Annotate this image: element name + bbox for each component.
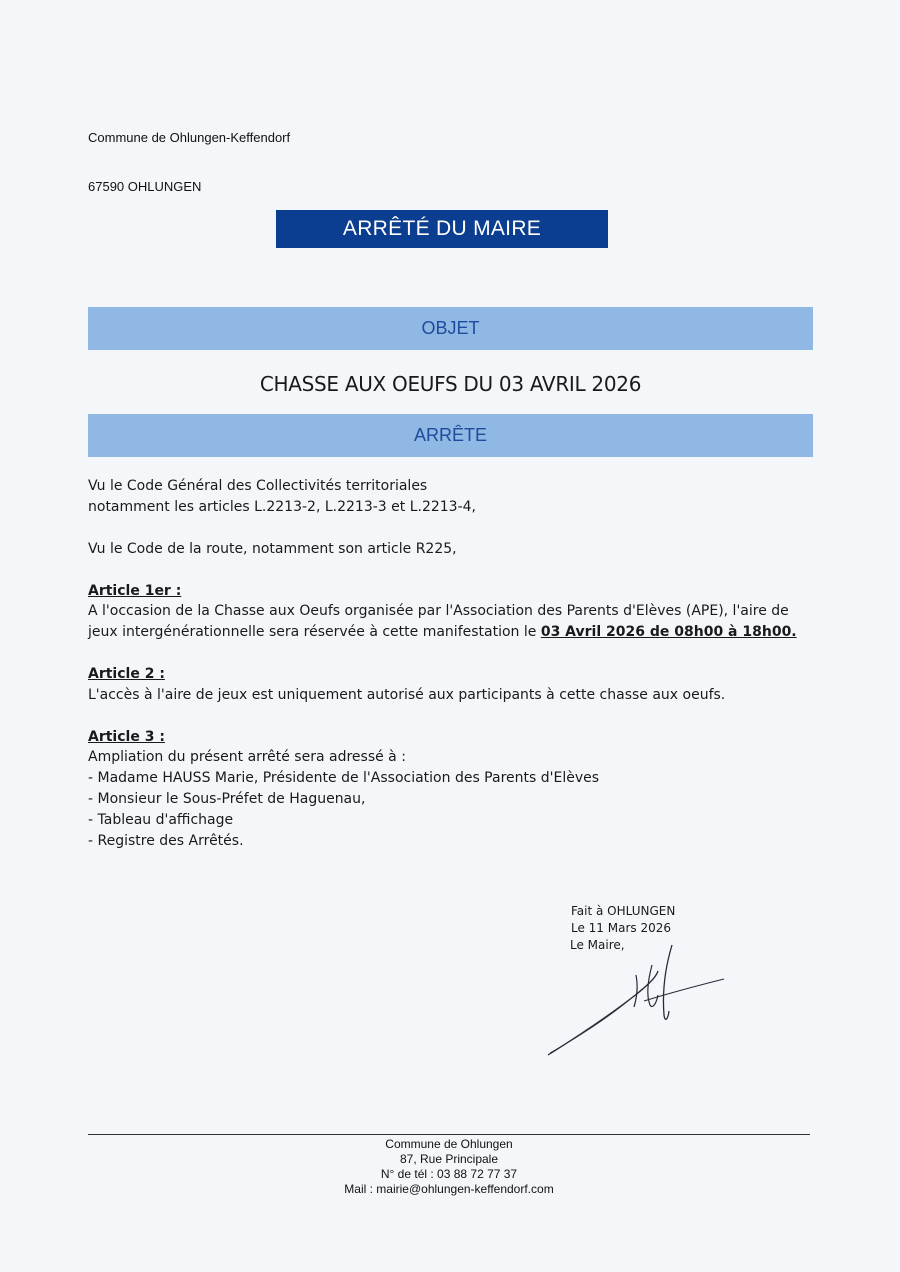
arrete-label: ARRÊTE: [413, 425, 487, 445]
footer: [88, 1137, 810, 1197]
article-1-line-2-text: jeux intergénérationnelle sera réservée à cette manifestation le: [88, 624, 541, 640]
article-1-line-1: A l'occasion de la Chasse aux Oeufs organisée par l'Association des Parents d'Elèves (APE), l'aire de: [88, 603, 789, 619]
article-2-line-1: L'accès à l'aire de jeux est uniquement autorisé aux participants à cette chasse aux oeufs.: [88, 687, 726, 703]
footer-phone: N° de tél : 03 88 72 77 37: [380, 1167, 518, 1181]
footer-address: 87, Rue Principale: [399, 1152, 499, 1166]
recipient-item: - Madame HAUSS Marie, Présidente de l'Association des Parents d'Elèves: [88, 770, 600, 786]
recipient-item: - Registre des Arrêtés.: [88, 833, 244, 849]
signature-place: Fait à OHLUNGEN: [571, 904, 676, 918]
objet-band: [88, 307, 813, 350]
signature-date: Le 11 Mars 2026: [571, 921, 672, 935]
footer-mail: Mail : mairie@ohlungen-keffendorf.com: [344, 1182, 554, 1196]
signature-role: Le Maire,: [570, 938, 625, 952]
event-date: 03 Avril 2026 de 08h00 à 18h00.: [540, 624, 797, 640]
footer-name: Commune de Ohlungen: [385, 1137, 513, 1151]
document-subject: CHASSE AUX OEUFS DU 03 AVRIL 2026: [259, 372, 642, 396]
consideration-line-2: notamment les articles L.2213-2, L.2213-3 et L.2213-4,: [88, 499, 476, 515]
article-1-line-2: [88, 622, 797, 643]
recipient-item: - Monsieur le Sous-Préfet de Haguenau,: [88, 791, 366, 807]
consideration-line-3: Vu le Code de la route, notamment son article R225,: [88, 541, 457, 557]
arrete-band: [88, 414, 813, 457]
article-3-title: Article 3 :: [88, 729, 165, 745]
footer-divider: [88, 1134, 810, 1135]
postal-address: 67590 OHLUNGEN: [88, 179, 202, 194]
commune-name: Commune de Ohlungen-Keffendorf: [88, 130, 291, 145]
handwritten-signature: [540, 935, 740, 1065]
article-2-title: Article 2 :: [88, 666, 165, 682]
objet-label: OBJET: [421, 318, 480, 338]
consideration-line-1: Vu le Code Général des Collectivités territoriales: [88, 478, 428, 494]
recipient-item: - Tableau d'affichage: [88, 812, 234, 828]
article-3-intro: Ampliation du présent arrêté sera adressé à :: [88, 749, 406, 765]
article-1-title: Article 1er :: [88, 583, 182, 599]
document-title: ARRÊTÉ DU MAIRE: [276, 210, 608, 248]
